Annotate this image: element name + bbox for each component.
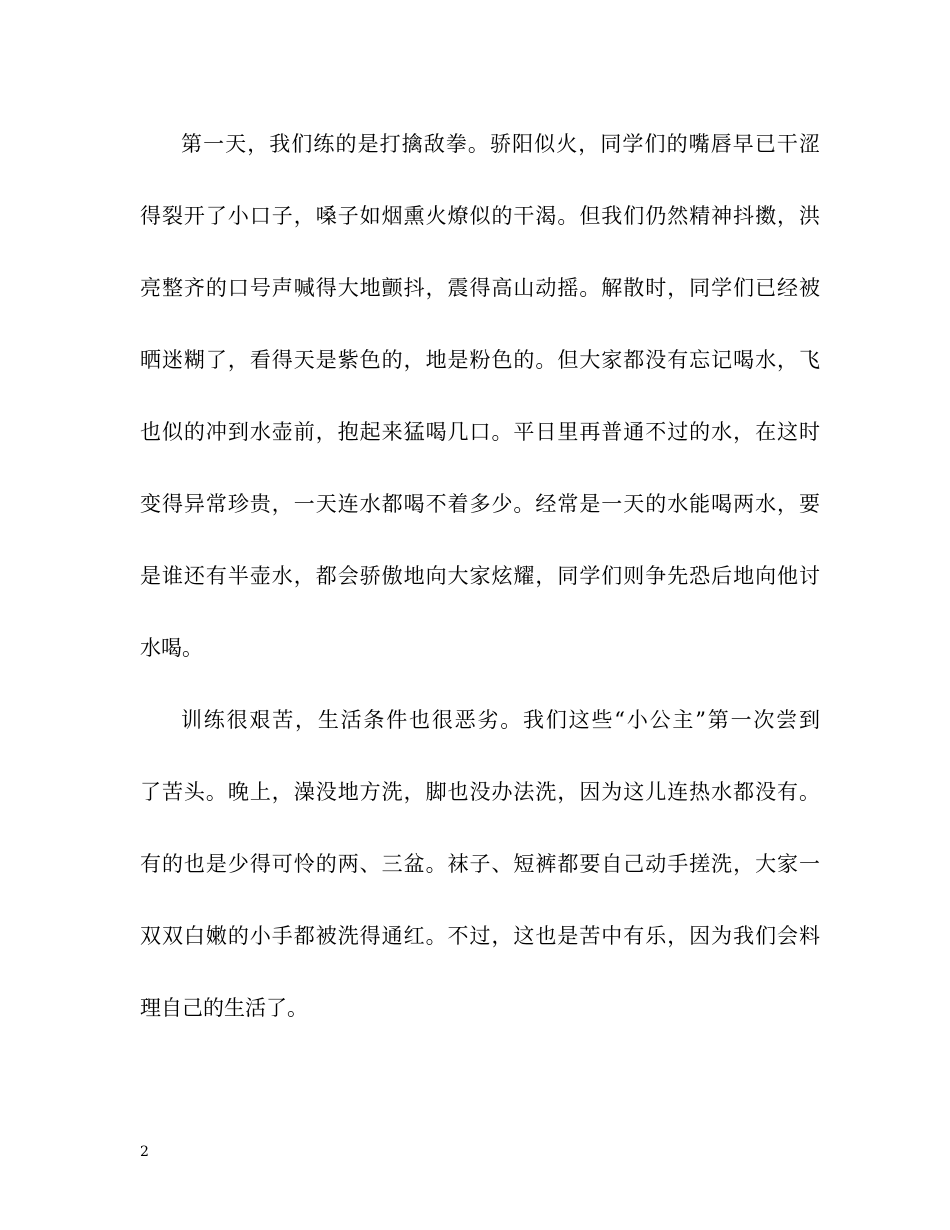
text-line: 变得异常珍贵，一天连水都喝不着多少。经常是一天的水能喝两水，要 <box>140 492 820 516</box>
page-number: 2 <box>140 1144 149 1160</box>
text-line: 理自己的生活了。 <box>140 996 308 1020</box>
text-line: 第一天，我们练的是打擒敌拳。骄阳似火，同学们的嘴唇早已干涩 <box>181 132 820 156</box>
text-line: 也似的冲到水壶前，抱起来猛喝几口。平日里再普通不过的水，在这时 <box>140 420 820 444</box>
text-line: 有的也是少得可怜的两、三盆。袜子、短裤都要自己动手搓洗，大家一 <box>140 852 820 876</box>
text-line: 训练很艰苦，生活条件也很恶劣。我们这些“小公主”第一次尝到 <box>181 708 820 732</box>
text-line: 双双白嫩的小手都被洗得通红。不过，这也是苦中有乐，因为我们会料 <box>140 924 820 948</box>
text-line: 亮整齐的口号声喊得大地颤抖，震得高山动摇。解散时，同学们已经被 <box>140 276 820 300</box>
text-line: 了苦头。晚上，澡没地方洗，脚也没办法洗，因为这儿连热水都没有。 <box>140 780 820 804</box>
text-line: 晒迷糊了，看得天是紫色的，地是粉色的。但大家都没有忘记喝水，飞 <box>140 348 820 372</box>
text-line: 得裂开了小口子，嗓子如烟熏火燎似的干渴。但我们仍然精神抖擞，洪 <box>140 204 820 228</box>
text-line: 是谁还有半壶水，都会骄傲地向大家炫耀，同学们则争先恐后地向他讨 <box>140 564 820 588</box>
text-line: 水喝。 <box>140 636 203 660</box>
